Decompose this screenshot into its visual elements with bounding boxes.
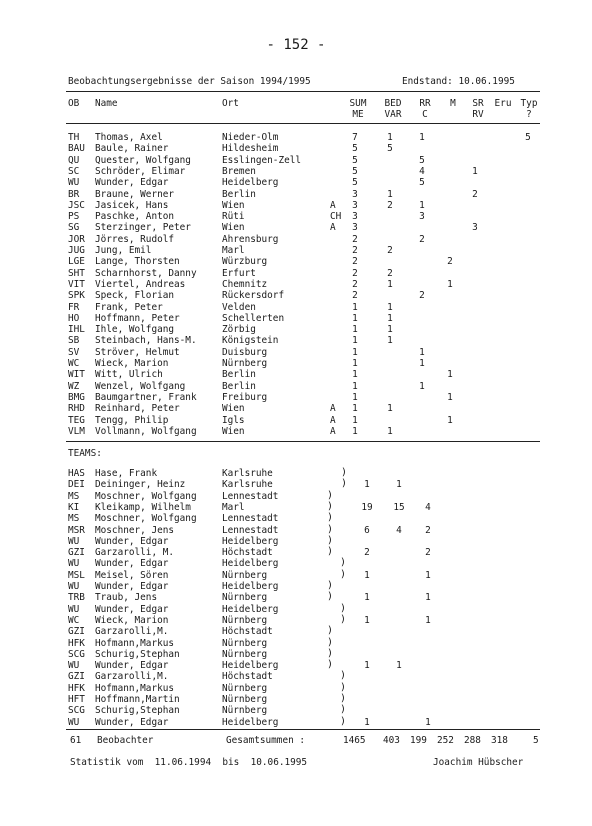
sum-me: 1 bbox=[352, 335, 358, 347]
observer-name: Jung, Emil bbox=[95, 245, 152, 256]
col-eru: Eru bbox=[494, 98, 512, 109]
team-bracket: ) bbox=[327, 523, 334, 535]
ob-code: SCG bbox=[68, 648, 85, 660]
team-bracket: ) bbox=[340, 602, 347, 614]
observer-name: Wunder, Edgar bbox=[95, 660, 169, 672]
observer-name: Wunder, Edgar bbox=[95, 603, 169, 615]
observer-city: Erfurt bbox=[222, 267, 256, 279]
observer-name: Hase, Frank bbox=[95, 468, 158, 479]
observer-name: Ihle, Wolfgang bbox=[95, 324, 175, 336]
team-bracket: ) bbox=[327, 591, 334, 603]
sum-me: 2 bbox=[352, 267, 358, 279]
bed-var: 1 bbox=[387, 312, 393, 324]
sum-me: 1 bbox=[352, 414, 358, 426]
sum-me: 3 bbox=[352, 199, 358, 211]
total-eru: 318 bbox=[491, 735, 508, 746]
observer-name: Steinbach, Hans-M. bbox=[95, 335, 197, 347]
observer-name: Quester, Wolfgang bbox=[95, 154, 191, 166]
team-bracket: ) bbox=[340, 715, 347, 727]
observer-rule bbox=[66, 441, 540, 442]
ob-code: GZI bbox=[68, 626, 85, 638]
observer-name: Ströver, Helmut bbox=[95, 346, 180, 358]
sum-me: 3 bbox=[352, 188, 358, 200]
ob-code: WU bbox=[68, 177, 80, 189]
col-sr: SR bbox=[472, 98, 484, 109]
rr-c: 5 bbox=[419, 177, 425, 189]
observer-name: Hofmann,Markus bbox=[95, 682, 175, 694]
ob-code: LGE bbox=[68, 256, 85, 268]
observer-count-label: Beobachter bbox=[97, 735, 154, 746]
observer-name: Schröder, Elimar bbox=[95, 165, 186, 177]
country-code: CH bbox=[330, 211, 342, 223]
observer-name: Scharnhorst, Danny bbox=[95, 267, 197, 279]
bed-var: 1 bbox=[387, 278, 393, 290]
observer-city: Wien bbox=[222, 222, 245, 234]
observer-city: Heidelberg bbox=[222, 660, 279, 672]
team-bracket: ) bbox=[341, 478, 348, 490]
observer-city: Igls bbox=[222, 414, 245, 426]
observer-city: Rüti bbox=[222, 211, 245, 223]
team-bracket: ) bbox=[340, 557, 347, 569]
team-bracket: ) bbox=[327, 546, 334, 558]
team-bracket: ) bbox=[327, 580, 334, 591]
sum-me: 1 bbox=[352, 403, 358, 415]
observer-name: Hofmann,Markus bbox=[95, 637, 175, 649]
ob-code: WC bbox=[68, 358, 80, 369]
observer-city: Heidelberg bbox=[222, 581, 279, 592]
observer-city: Höchstadt bbox=[222, 626, 273, 638]
observer-city: Heidelberg bbox=[222, 558, 279, 570]
rr-c: 5 bbox=[419, 154, 425, 166]
ob-code: SC bbox=[68, 165, 80, 177]
country-code: A bbox=[330, 222, 336, 234]
observer-city: Höchstadt bbox=[222, 547, 273, 559]
observer-city: Nieder-Olm bbox=[222, 132, 279, 143]
total-sum: 1465 bbox=[343, 735, 366, 746]
team-bracket: ) bbox=[340, 670, 347, 682]
observer-city: Chemnitz bbox=[222, 278, 268, 290]
col-rr: RR bbox=[419, 98, 431, 109]
bed-var: 2 bbox=[387, 199, 393, 211]
sum-me: 2 bbox=[352, 233, 358, 245]
sum-me: 6 bbox=[364, 524, 370, 536]
ob-code: HFK bbox=[68, 682, 85, 694]
ob-code: KI bbox=[68, 501, 80, 513]
bed-var: 1 bbox=[387, 188, 393, 200]
col-c: C bbox=[422, 109, 428, 120]
ob-code: VIT bbox=[68, 278, 85, 290]
observer-name: Hoffmann,Martin bbox=[95, 694, 180, 705]
ob-code: WU bbox=[68, 581, 80, 592]
col-rv: RV bbox=[472, 109, 484, 120]
statistik-range: Statistik vom 11.06.1994 bis 10.06.1995 bbox=[70, 757, 308, 768]
observer-city: Schellerten bbox=[222, 312, 285, 324]
observer-city: Hildesheim bbox=[222, 143, 279, 155]
bed-var: 1 bbox=[387, 324, 393, 336]
observer-name: Vollmann, Wolfgang bbox=[95, 425, 197, 437]
rr-c: 2 bbox=[425, 524, 431, 536]
rr-c: 1 bbox=[419, 358, 425, 369]
sum-me: 1 bbox=[352, 425, 358, 437]
observer-city: Nürnberg bbox=[222, 648, 268, 660]
sum-me: 1 bbox=[364, 614, 370, 626]
observer-name: Baumgartner, Frank bbox=[95, 391, 197, 403]
bed-var: 1 bbox=[387, 425, 393, 437]
observer-name: Viertel, Andreas bbox=[95, 278, 186, 290]
observer-city: Zörbig bbox=[222, 324, 256, 336]
observer-city: Würzburg bbox=[222, 256, 268, 268]
observer-name: Braune, Werner bbox=[95, 188, 175, 200]
ob-code: HFK bbox=[68, 637, 85, 649]
ob-code: BAU bbox=[68, 143, 85, 155]
observer-name: Kleikamp, Wilhelm bbox=[95, 501, 191, 513]
observer-city: Bremen bbox=[222, 165, 256, 177]
report-title: Beobachtungsergebnisse der Saison 1994/1995 bbox=[68, 76, 311, 87]
total-sr: 288 bbox=[464, 735, 481, 746]
observer-count: 61 bbox=[70, 735, 82, 746]
observer-city: Berlin bbox=[222, 380, 256, 392]
col-me: ME bbox=[352, 109, 364, 120]
observer-city: Rückersdorf bbox=[222, 290, 285, 302]
observer-city: Marl bbox=[222, 245, 245, 256]
team-bracket: ) bbox=[340, 613, 347, 625]
ob-code: TH bbox=[68, 132, 80, 143]
ob-code: JUG bbox=[68, 245, 85, 256]
m-count: 2 bbox=[447, 256, 453, 268]
observer-name: Jasicek, Hans bbox=[95, 199, 169, 211]
team-bracket: ) bbox=[327, 489, 334, 501]
ob-code: TEG bbox=[68, 414, 85, 426]
observer-city: Königstein bbox=[222, 335, 279, 347]
observer-name: Garzarolli,M. bbox=[95, 671, 169, 683]
ob-code: SV bbox=[68, 346, 80, 358]
col-ort: Ort bbox=[222, 98, 239, 109]
ob-code: SB bbox=[68, 335, 80, 347]
rr-c: 2 bbox=[425, 547, 431, 559]
team-bracket: ) bbox=[327, 636, 334, 648]
observer-name: Schurig,Stephan bbox=[95, 705, 180, 717]
ob-code: MSL bbox=[68, 569, 85, 581]
observer-name: Speck, Florian bbox=[95, 290, 175, 302]
rr-c: 1 bbox=[419, 132, 425, 143]
observer-name: Reinhard, Peter bbox=[95, 403, 180, 415]
observer-name: Tengg, Philip bbox=[95, 414, 169, 426]
rr-c: 3 bbox=[419, 211, 425, 223]
team-bracket: ) bbox=[340, 681, 347, 693]
observer-city: Nürnberg bbox=[222, 694, 268, 705]
ob-code: WU bbox=[68, 660, 80, 672]
observer-city: Wien bbox=[222, 425, 245, 437]
sum-me: 2 bbox=[364, 547, 370, 559]
m-count: 1 bbox=[447, 414, 453, 426]
team-bracket: ) bbox=[327, 500, 334, 512]
ob-code: JOR bbox=[68, 233, 85, 245]
bed-var: 4 bbox=[396, 524, 402, 536]
observer-city: Berlin bbox=[222, 369, 256, 381]
observer-city: Nürnberg bbox=[222, 614, 268, 626]
ob-code: GZI bbox=[68, 671, 85, 683]
sum-me: 1 bbox=[364, 569, 370, 581]
rr-c: 1 bbox=[419, 199, 425, 211]
sr-rv: 1 bbox=[472, 165, 478, 177]
rr-c: 1 bbox=[425, 569, 431, 581]
observer-name: Hoffmann, Peter bbox=[95, 312, 180, 324]
m-count: 1 bbox=[447, 391, 453, 403]
sum-me: 3 bbox=[352, 222, 358, 234]
observer-name: Deininger, Heinz bbox=[95, 479, 186, 491]
sum-me: 19 bbox=[361, 501, 373, 513]
sum-me: 5 bbox=[352, 177, 358, 189]
sum-me: 2 bbox=[352, 256, 358, 268]
ob-code: MSR bbox=[68, 524, 85, 536]
rr-c: 1 bbox=[425, 592, 431, 604]
observer-city: Höchstadt bbox=[222, 671, 273, 683]
observer-city: Heidelberg bbox=[222, 603, 279, 615]
team-bracket: ) bbox=[340, 704, 347, 716]
team-bracket: ) bbox=[327, 625, 334, 637]
observer-city: Karlsruhe bbox=[222, 479, 273, 491]
observer-city: Esslingen-Zell bbox=[222, 154, 302, 166]
sum-me: 2 bbox=[352, 290, 358, 302]
endstand-date: Endstand: 10.06.1995 bbox=[402, 76, 515, 87]
rr-c: 1 bbox=[419, 346, 425, 358]
sum-me: 5 bbox=[352, 154, 358, 166]
ob-code: QU bbox=[68, 154, 80, 166]
observer-city: Nürnberg bbox=[222, 358, 268, 369]
observer-name: Garzarolli,M. bbox=[95, 626, 169, 638]
ob-code: WU bbox=[68, 558, 80, 570]
ob-code: MS bbox=[68, 513, 80, 525]
ob-code: WU bbox=[68, 535, 80, 547]
observer-name: Moschner, Wolfgang bbox=[95, 513, 197, 525]
bed-var: 1 bbox=[387, 301, 393, 313]
author: Joachim Hübscher bbox=[433, 757, 524, 768]
observer-name: Garzarolli, M. bbox=[95, 547, 175, 559]
observer-city: Heidelberg bbox=[222, 177, 279, 189]
observer-name: Meisel, Sören bbox=[95, 569, 169, 581]
team-bracket: ) bbox=[327, 534, 334, 546]
observer-name: Frank, Peter bbox=[95, 301, 163, 313]
observer-city: Karlsruhe bbox=[222, 468, 273, 479]
teams-rule bbox=[66, 729, 540, 730]
ob-code: WIT bbox=[68, 369, 85, 381]
ob-code: MS bbox=[68, 490, 80, 502]
col-typ: Typ bbox=[520, 98, 538, 109]
total-typ: 5 bbox=[533, 735, 539, 746]
ob-code: JSC bbox=[68, 199, 85, 211]
bed-var: 1 bbox=[396, 479, 402, 491]
observer-city: Heidelberg bbox=[222, 535, 279, 547]
total-rr: 199 bbox=[410, 735, 427, 746]
sum-me: 2 bbox=[352, 245, 358, 256]
observer-name: Wunder, Edgar bbox=[95, 177, 169, 189]
bed-var: 2 bbox=[387, 267, 393, 279]
ob-code: VLM bbox=[68, 425, 85, 437]
sum-me: 1 bbox=[352, 358, 358, 369]
ob-code: HO bbox=[68, 312, 80, 324]
observer-name: Wunder, Edgar bbox=[95, 716, 169, 728]
observer-name: Moschner, Jens bbox=[95, 524, 175, 536]
observer-name: Thomas, Axel bbox=[95, 132, 163, 143]
col-ob: OB bbox=[68, 98, 80, 109]
team-bracket: ) bbox=[327, 647, 334, 659]
bed-var: 5 bbox=[387, 143, 393, 155]
observer-name: Wieck, Marion bbox=[95, 358, 169, 369]
observer-name: Jörres, Rudolf bbox=[95, 233, 175, 245]
bed-var: 2 bbox=[387, 245, 393, 256]
observer-name: Baule, Rainer bbox=[95, 143, 169, 155]
observer-city: Duisburg bbox=[222, 346, 268, 358]
sum-me: 1 bbox=[352, 324, 358, 336]
totals-label: Gesamtsummen : bbox=[226, 735, 306, 746]
ob-code: WU bbox=[68, 603, 80, 615]
rr-c: 4 bbox=[419, 165, 425, 177]
observer-city: Freiburg bbox=[222, 391, 268, 403]
observer-city: Heidelberg bbox=[222, 716, 279, 728]
country-code: A bbox=[330, 414, 336, 426]
m-count: 1 bbox=[447, 278, 453, 290]
sum-me: 7 bbox=[352, 132, 358, 143]
rr-c: 1 bbox=[425, 614, 431, 626]
rr-c: 1 bbox=[419, 380, 425, 392]
observer-city: Nürnberg bbox=[222, 637, 268, 649]
ob-code: SG bbox=[68, 222, 80, 234]
country-code: A bbox=[330, 403, 336, 415]
sum-me: 5 bbox=[352, 165, 358, 177]
team-bracket: ) bbox=[327, 659, 334, 671]
sum-me: 3 bbox=[352, 211, 358, 223]
rr-c: 2 bbox=[419, 290, 425, 302]
country-code: A bbox=[330, 425, 336, 437]
ob-code: WC bbox=[68, 614, 80, 626]
ob-code: SHT bbox=[68, 267, 85, 279]
team-bracket: ) bbox=[340, 568, 347, 580]
observer-city: Nürnberg bbox=[222, 592, 268, 604]
ob-code: HAS bbox=[68, 468, 85, 479]
observer-name: Wunder, Edgar bbox=[95, 535, 169, 547]
rr-c: 1 bbox=[425, 716, 431, 728]
ob-code: GZI bbox=[68, 547, 85, 559]
bed-var: 1 bbox=[396, 660, 402, 672]
ob-code: RHD bbox=[68, 403, 85, 415]
sum-me: 1 bbox=[352, 391, 358, 403]
ob-code: HFT bbox=[68, 694, 85, 705]
ob-code: WU bbox=[68, 716, 80, 728]
observer-city: Nürnberg bbox=[222, 705, 268, 717]
observer-name: Witt, Ulrich bbox=[95, 369, 163, 381]
bed-var: 1 bbox=[387, 403, 393, 415]
sum-me: 1 bbox=[364, 660, 370, 672]
observer-name: Sterzinger, Peter bbox=[95, 222, 191, 234]
col-m: M bbox=[450, 98, 456, 109]
ob-code: BR bbox=[68, 188, 80, 200]
sum-me: 1 bbox=[352, 369, 358, 381]
ob-code: SPK bbox=[68, 290, 85, 302]
header-rule-top bbox=[66, 91, 540, 92]
observer-city: Berlin bbox=[222, 188, 256, 200]
observer-city: Wien bbox=[222, 199, 245, 211]
country-code: A bbox=[330, 199, 336, 211]
observer-name: Wieck, Marion bbox=[95, 614, 169, 626]
ob-code: FR bbox=[68, 301, 80, 313]
ob-code: DEI bbox=[68, 479, 85, 491]
team-bracket: ) bbox=[327, 512, 334, 524]
col-bed: BED bbox=[384, 98, 402, 109]
observer-name: Wunder, Edgar bbox=[95, 558, 169, 570]
ob-code: SCG bbox=[68, 705, 85, 717]
total-m: 252 bbox=[437, 735, 454, 746]
team-bracket: ) bbox=[341, 467, 348, 478]
observer-name: Wenzel, Wolfgang bbox=[95, 380, 186, 392]
col-name: Name bbox=[95, 98, 118, 109]
sum-me: 5 bbox=[352, 143, 358, 155]
bed-var: 15 bbox=[393, 501, 405, 513]
typ-count: 5 bbox=[525, 132, 531, 143]
ob-code: WZ bbox=[68, 380, 80, 392]
sum-me: 2 bbox=[352, 278, 358, 290]
observer-name: Traub, Jens bbox=[95, 592, 158, 604]
ob-code: TRB bbox=[68, 592, 85, 604]
col-typ-q: ? bbox=[526, 109, 532, 120]
observer-city: Lennestadt bbox=[222, 524, 279, 536]
observer-city: Lennestadt bbox=[222, 513, 279, 525]
rr-c: 2 bbox=[419, 233, 425, 245]
sum-me: 1 bbox=[352, 380, 358, 392]
sum-me: 1 bbox=[352, 346, 358, 358]
ob-code: BMG bbox=[68, 391, 85, 403]
observer-city: Nürnberg bbox=[222, 569, 268, 581]
observer-name: Lange, Thorsten bbox=[95, 256, 180, 268]
bed-var: 1 bbox=[387, 132, 393, 143]
sr-rv: 3 bbox=[472, 222, 478, 234]
team-bracket: ) bbox=[340, 693, 347, 704]
observer-city: Marl bbox=[222, 501, 245, 513]
ob-code: IHL bbox=[68, 324, 85, 336]
m-count: 1 bbox=[447, 369, 453, 381]
sum-me: 1 bbox=[364, 479, 370, 491]
header-rule-bottom bbox=[66, 123, 540, 124]
sum-me: 1 bbox=[352, 312, 358, 324]
col-var: VAR bbox=[384, 109, 402, 120]
page-number: - 152 - bbox=[266, 37, 326, 53]
rr-c: 4 bbox=[425, 501, 431, 513]
sr-rv: 2 bbox=[472, 188, 478, 200]
observer-city: Wien bbox=[222, 403, 245, 415]
observer-name: Wunder, Edgar bbox=[95, 581, 169, 592]
observer-name: Schurig,Stephan bbox=[95, 648, 180, 660]
teams-label: TEAMS: bbox=[68, 448, 102, 459]
observer-name: Paschke, Anton bbox=[95, 211, 175, 223]
ob-code: PS bbox=[68, 211, 80, 223]
sum-me: 1 bbox=[364, 716, 370, 728]
observer-city: Nürnberg bbox=[222, 682, 268, 694]
bed-var: 1 bbox=[387, 335, 393, 347]
observer-city: Ahrensburg bbox=[222, 233, 279, 245]
observer-city: Lennestadt bbox=[222, 490, 279, 502]
col-sum: SUM bbox=[349, 98, 367, 109]
sum-me: 1 bbox=[352, 301, 358, 313]
observer-city: Velden bbox=[222, 301, 256, 313]
sum-me: 1 bbox=[364, 592, 370, 604]
total-bed: 403 bbox=[383, 735, 400, 746]
observer-name: Moschner, Wolfgang bbox=[95, 490, 197, 502]
